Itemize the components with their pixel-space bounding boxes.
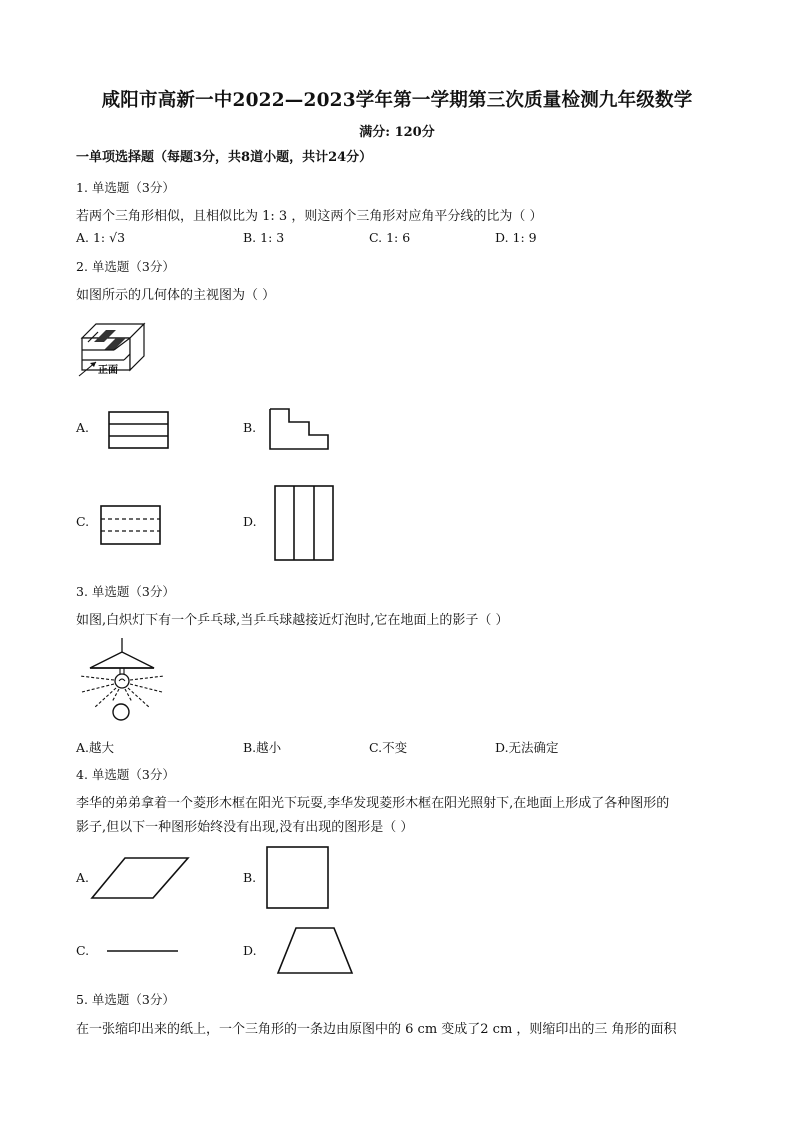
q1-option-b[interactable]: B. 1: 3	[243, 230, 285, 245]
q4-option-c-label[interactable]: C.	[76, 943, 90, 958]
q3-stem: 如图,白炽灯下有一个乒乓球,当乒乓球越接近灯泡时,它在地面上的影子（ ）	[76, 613, 509, 628]
q5-stem: 在一张缩印出来的纸上，一个三角形的一条边由原图中的 6 cm 变成了2 cm ，则缩印出的三 角形的面积	[76, 1022, 677, 1037]
q1-option-c[interactable]: C. 1: 6	[369, 230, 411, 245]
q2-option-b-label[interactable]: B.	[243, 420, 257, 435]
q4-option-d-trapezoid[interactable]	[276, 926, 354, 976]
q3-option-c[interactable]: C.不变	[369, 740, 408, 755]
q4-option-a-parallelogram[interactable]	[90, 856, 190, 902]
full-score: 满分: 120分	[359, 125, 435, 140]
q2-option-c-figure[interactable]	[100, 505, 162, 547]
section-heading: 一单项选择题（每题3分，共8道小题，共计24分）	[76, 150, 373, 165]
q1-option-d[interactable]: D. 1: 9	[495, 230, 537, 245]
q3-option-d[interactable]: D.无法确定	[495, 740, 559, 755]
q2-stem: 如图所示的几何体的主视图为（ ）	[76, 288, 276, 303]
bulb-icon	[115, 674, 129, 688]
ping-pong-ball-icon	[113, 704, 129, 720]
q1-option-a[interactable]: A. 1: √3	[76, 230, 126, 245]
front-label: 正面	[98, 365, 118, 376]
q4-option-c-segment[interactable]	[106, 948, 180, 954]
q1-head: 1. 单选题（3分）	[76, 180, 175, 195]
q2-option-b-figure[interactable]	[269, 408, 331, 452]
q3-option-b[interactable]: B.越小	[243, 740, 282, 755]
page-title: 咸阳市高新一中2022—2023学年第一学期第三次质量检测九年级数学	[101, 90, 693, 111]
q4-stem-line1: 李华的弟弟拿着一个菱形木框在阳光下玩耍,李华发现菱形木框在阳光照射下,在地面上形成了各种图形的	[76, 796, 670, 811]
q4-stem-line2: 影子,但以下一种图形始终没有出现,没有出现的图形是（ ）	[76, 820, 414, 835]
lamp-figure	[76, 636, 166, 726]
q2-option-a-label[interactable]: A.	[76, 420, 90, 435]
q2-option-d-figure[interactable]	[274, 485, 336, 563]
q3-head: 3. 单选题（3分）	[76, 584, 175, 599]
q4-head: 4. 单选题（3分）	[76, 767, 175, 782]
q4-option-b-square[interactable]	[266, 846, 330, 910]
q5-head: 5. 单选题（3分）	[76, 992, 175, 1007]
q2-option-d-label[interactable]: D.	[243, 514, 257, 529]
q2-head: 2. 单选题（3分）	[76, 259, 175, 274]
stair-solid-figure	[74, 310, 164, 380]
q3-option-a[interactable]: A.越大	[76, 740, 115, 755]
q4-option-d-label[interactable]: D.	[243, 943, 257, 958]
q4-option-b-label[interactable]: B.	[243, 870, 257, 885]
lampshade-icon	[90, 652, 154, 668]
q2-option-c-label[interactable]: C.	[76, 514, 90, 529]
q1-stem: 若两个三角形相似，且相似比为 1: 3 ，则这两个三角形对应角平分线的比为（ ）	[76, 209, 543, 224]
q4-option-a-label[interactable]: A.	[76, 870, 90, 885]
q2-option-a-figure[interactable]	[108, 411, 170, 451]
